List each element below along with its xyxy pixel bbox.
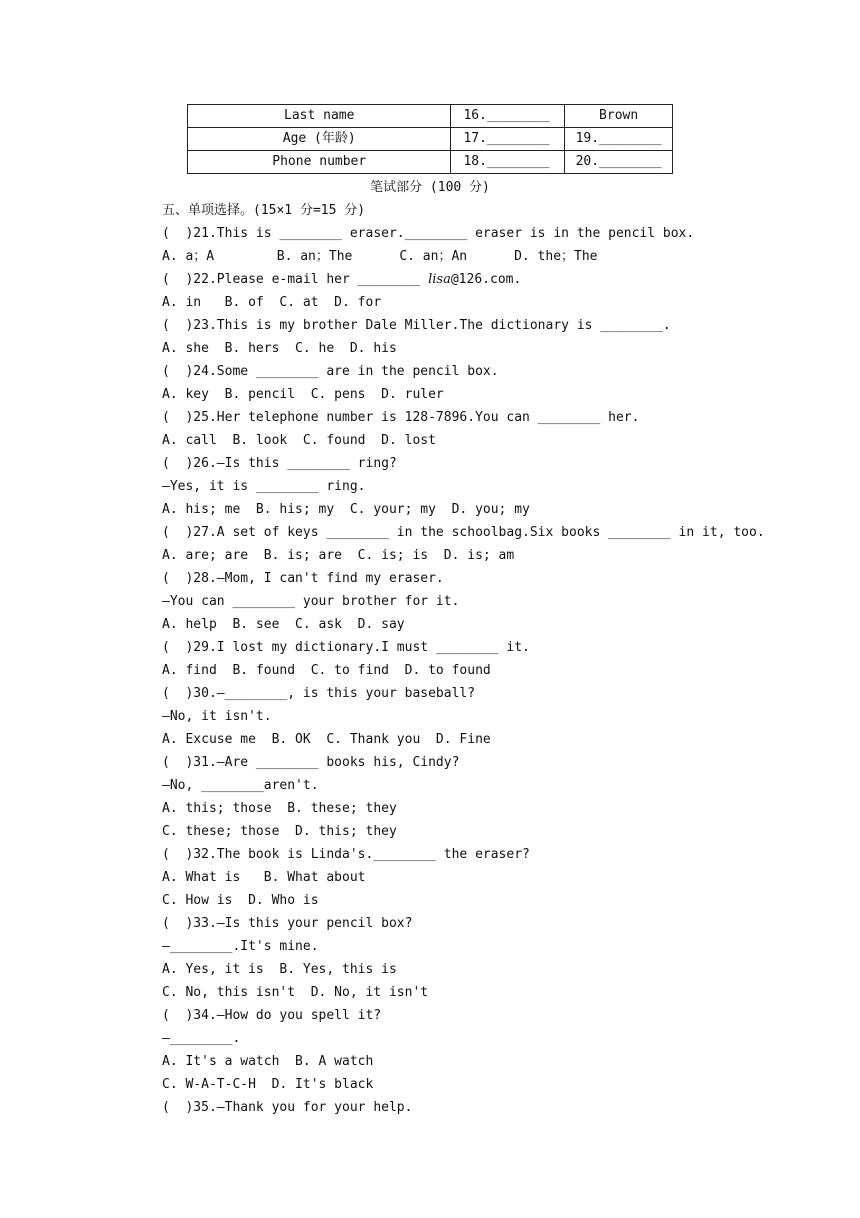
question-line: ( )28.—Mom, I can't find my eraser. [162, 571, 444, 586]
question-line: ( )23.This is my brother Dale Miller.The dictionary is ________. [162, 318, 671, 333]
table-row [188, 151, 673, 174]
question-line [162, 270, 782, 293]
question-line: ( )31.—Are ________ books his, Cindy? [162, 755, 460, 770]
question-line: ( )34.—How do you spell it? [162, 1008, 382, 1023]
table-cell-label: Age (年龄) [188, 128, 451, 151]
question-line: ( )29.I lost my dictionary.I must ________ it. [162, 640, 530, 655]
option-line: A. in B. of C. at D. for [162, 295, 382, 310]
dialogue-line: —Yes, it is ________ ring. [162, 479, 366, 494]
dialogue-line: —No, it isn't. [162, 709, 272, 724]
question-line: ( )24.Some ________ are in the pencil box. [162, 364, 499, 379]
option-line: A. are; are B. is; are C. is; is D. is; am [162, 548, 515, 563]
question-line: ( )33.—Is this your pencil box? [162, 916, 413, 931]
option-line: A. What is B. What about [162, 870, 366, 885]
option-line: A. this; those B. these; they [162, 801, 397, 816]
question-line: ( )32.The book is Linda's.________ the eraser? [162, 847, 530, 862]
table-cell-blank: 16.________ [451, 105, 565, 128]
dialogue-line: —________.It's mine. [162, 939, 319, 954]
question-line: ( )30.—________, is this your baseball? [162, 686, 476, 701]
section-title: 笔试部分 (100 分) [370, 180, 490, 195]
question-line: ( )26.—Is this ________ ring? [162, 456, 397, 471]
table-cell-label: Last name [188, 105, 451, 128]
email-domain: @126.com. [450, 272, 522, 287]
option-line: A. key B. pencil C. pens D. ruler [162, 387, 444, 402]
option-line: A. help B. see C. ask D. say [162, 617, 405, 632]
option-line: C. W-A-T-C-H D. It's black [162, 1077, 374, 1092]
option-line: C. How is D. Who is [162, 893, 319, 908]
option-line: A. his; me B. his; my C. your; my D. you; my [162, 502, 530, 517]
option-line: A. It's a watch B. A watch [162, 1054, 374, 1069]
option-line: A. Excuse me B. OK C. Thank you D. Fine [162, 732, 491, 747]
dialogue-line: —No, ________aren't. [162, 778, 319, 793]
table-row [188, 128, 673, 151]
question-line: ( )25.Her telephone number is 128-7896.You can ________ her. [162, 410, 640, 425]
table-cell-blank: 20.________ [565, 151, 673, 174]
table-row [188, 105, 673, 128]
question-text: ( )22.Please e-mail her ________ [162, 272, 429, 287]
option-line: C. these; those D. this; they [162, 824, 397, 839]
table-cell-blank: 17.________ [451, 128, 565, 151]
question-line: ( )35.—Thank you for your help. [162, 1100, 413, 1115]
option-line: A. a；A B. an；The C. an；An D. the；The [162, 249, 598, 264]
dialogue-line: —You can ________ your brother for it. [162, 594, 460, 609]
option-line: A. she B. hers C. he D. his [162, 341, 397, 356]
email-user: lisa [428, 272, 451, 287]
table-cell-value: Brown [565, 105, 673, 128]
question-line: ( )27.A set of keys ________ in the schoolbag.Six books ________ in it, too. [162, 525, 765, 540]
option-line: C. No, this isn't D. No, it isn't [162, 985, 429, 1000]
option-line: A. find B. found C. to find D. to found [162, 663, 491, 678]
info-table [187, 104, 673, 174]
dialogue-line: —________. [162, 1031, 241, 1046]
table-cell-blank: 19.________ [565, 128, 673, 151]
question-heading: 五、单项选择。(15×1 分=15 分) [162, 203, 366, 218]
table-cell-blank: 18.________ [451, 151, 565, 174]
option-line: A. call B. look C. found D. lost [162, 433, 436, 448]
question-line: ( )21.This is ________ eraser.________ eraser is in the pencil box. [162, 226, 695, 241]
table-cell-label: Phone number [188, 151, 451, 174]
question-list [162, 224, 782, 1121]
option-line: A. Yes, it is B. Yes, this is [162, 962, 397, 977]
